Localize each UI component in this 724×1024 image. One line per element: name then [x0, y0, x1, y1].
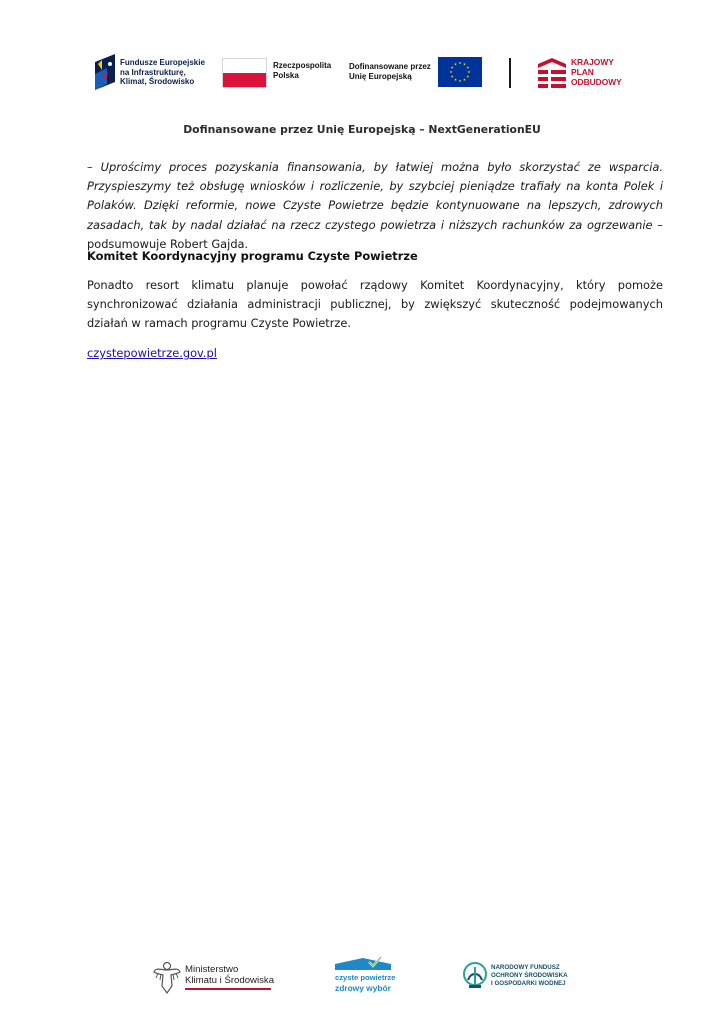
fundusze-europejskie-logo [95, 54, 207, 92]
eu-star-icon [450, 71, 453, 74]
funding-line: Dofinansowane przez Unię Europejską – NextGenerationEU [183, 123, 541, 136]
eu-star-icon [454, 78, 457, 81]
eu-star-icon [454, 63, 457, 66]
czyste-powietrze-logo [333, 956, 397, 996]
eu-star-icon [463, 63, 466, 66]
kpo-emblem-icon [538, 58, 566, 88]
rzeczpospolita-polska-logo [222, 56, 342, 92]
eu-star-icon [451, 75, 454, 78]
eu-star-icon [459, 80, 462, 83]
eu-star-icon [451, 66, 454, 69]
nfosigw-logo [463, 962, 573, 994]
body-paragraph: Ponadto resort klimatu planuje powołać rządowy Komitet Koordynacyjny, który pomoże synchronizować działania administracji publicznej, by zwiększyć skuteczność podejmowanych działań w ramach programu Czyste Powietrze. [87, 278, 663, 331]
quote-attribution: – podsumowuje Robert Gajda. [87, 217, 663, 251]
nfosigw-emblem-icon [463, 962, 487, 990]
fe-emblem-icon [95, 54, 115, 90]
cp-line-1: czyste powietrze [335, 973, 396, 982]
ministerstwo-klimatu-logo [153, 960, 278, 996]
section-heading: Komitet Koordynacyjny programu Czyste Powietrze [87, 249, 418, 263]
house-checkmark-icon [333, 956, 393, 972]
rp-logo-text: Rzeczpospolita Polska [273, 61, 332, 80]
ue-logo-text: Dofinansowane przez Unię Europejską [349, 62, 431, 81]
czystepowietrze-link[interactable]: czystepowietrze.gov.pl [87, 346, 217, 360]
logo-divider [509, 58, 511, 88]
krajowy-plan-odbudowy-logo [538, 56, 648, 92]
eu-star-icon [466, 66, 469, 69]
cp-line-2: zdrowy wybór [335, 983, 391, 993]
fe-logo-text: Fundusze Europejskie na Infrastrukturę, Klimat, Środowisko [120, 58, 205, 86]
eu-star-icon [463, 78, 466, 81]
eu-star-icon [466, 75, 469, 78]
eu-star-icon [468, 71, 471, 74]
eu-flag-icon [438, 57, 482, 87]
nf-logo-text: NARODOWY FUNDUSZ OCHRONY ŚRODOWISKA I GOSPODARKI WODNEJ [491, 964, 568, 987]
quote-italic: – Uprościmy proces pozyskania finansowania, by łatwiej można było skorzystać ze wsparcia. Przyspieszymy też obsługę wniosków i rozliczenie, by szybciej pieniądze trafiały na konta Polek i Polaków. Dzięki reformie, nowe Czyste Powietrze będzie kontynuowane na lepszych, zdrowych zasadach, tak by nadal działać na rzecz czystego powietrza i niższych rachunków za ogrzewanie [87, 160, 663, 232]
mk-logo-rule [185, 988, 271, 990]
eu-star-icon [459, 62, 462, 65]
quote-paragraph [87, 158, 663, 254]
kpo-logo-text: KRAJOWY PLAN ODBUDOWY [571, 57, 622, 87]
mk-logo-text: Ministerstwo Klimatu i Środowiska [185, 964, 275, 986]
polish-flag-icon [222, 58, 267, 88]
eu-cofinanced-logo [349, 56, 489, 92]
white-eagle-icon [153, 960, 181, 994]
